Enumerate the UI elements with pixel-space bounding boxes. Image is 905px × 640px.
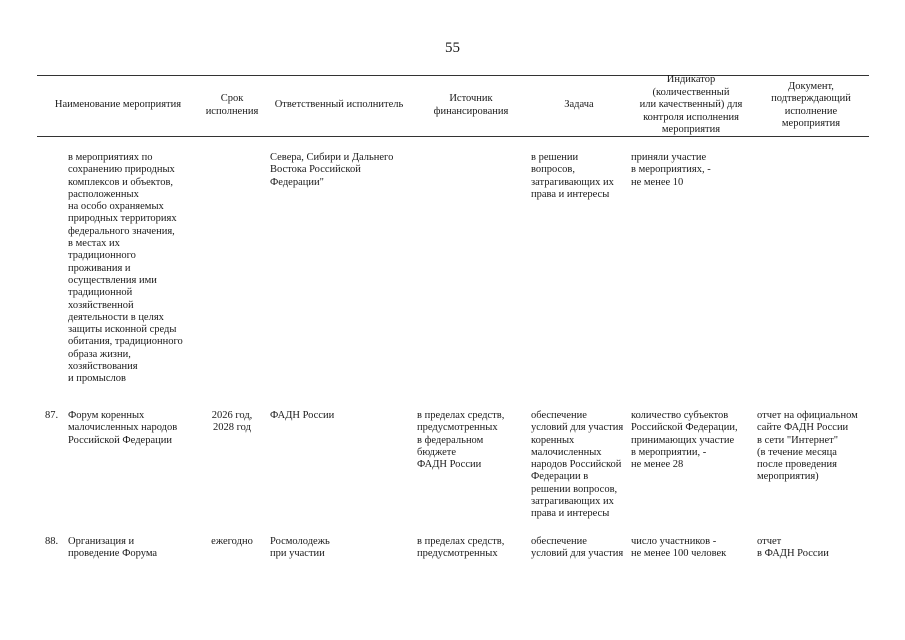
row-number: 88.	[45, 536, 59, 547]
row-indicator: число участников - не менее 100 человек	[631, 536, 727, 560]
row-document: отчет в ФАДН России	[757, 536, 829, 560]
header-term: Срок исполнения	[205, 93, 259, 117]
row-task: в решении вопросов, затрагивающих их права и интересы	[531, 152, 614, 200]
header-executor: Ответственный исполнитель	[274, 99, 404, 111]
header-task: Задача	[564, 99, 594, 111]
table-header-rule	[37, 136, 869, 137]
row-number: 87.	[45, 410, 59, 421]
row-indicator: количество субъектов Российской Федерации, принимающих участие в мероприятии, - не менее 28	[631, 410, 738, 471]
header-source: Источник финансирования	[433, 93, 509, 117]
row-source: в пределах средств, предусмотренных в федеральном бюджете ФАДН России	[417, 410, 505, 471]
row-name: Организация и проведение Форума	[68, 536, 158, 560]
header-name: Наименование мероприятия	[54, 99, 182, 111]
row-term: ежегодно	[211, 536, 253, 547]
row-document: отчет на официальном сайте ФАДН России в сети "Интернет" (в течение месяца после проведения мероприятия)	[757, 410, 858, 483]
row-executor: ФАДН России	[270, 410, 335, 421]
row-task: обеспечение условий для участия коренных малочисленных народов Российской Федерации в решении вопросов, затрагивающих их права и интересы	[531, 410, 624, 520]
page-number: 55	[445, 40, 460, 56]
row-executor: Росмолодежь при участии	[270, 536, 330, 560]
row-source: в пределах средств, предусмотренных	[417, 536, 505, 560]
row-indicator: приняли участие в мероприятиях, - не менее 10	[631, 152, 711, 188]
row-name: в мероприятиях по сохранению природных комплексов и объектов, расположенных на особо охраняемых природных территориях федерального значения, в местах их традиционного проживания и осуществления ими традиционной хозяйственной деятельности в целях защиты исконной среды обитания, традиционного образа жизни, хозяйствования и промыслов	[68, 152, 183, 385]
row-executor: Севера, Сибири и Дальнего Востока Российской Федерации"	[270, 152, 394, 188]
header-document: Документ, подтверждающий исполнение мероприятия	[771, 80, 851, 129]
row-term: 2026 год, 2028 год	[211, 410, 253, 434]
header-indicator: Индикатор (количественный или качественный) для контроля исполнения мероприятия	[639, 74, 743, 136]
row-task: обеспечение условий для участия	[531, 536, 624, 560]
row-name: Форум коренных малочисленных народов Российской Федерации	[68, 410, 178, 446]
